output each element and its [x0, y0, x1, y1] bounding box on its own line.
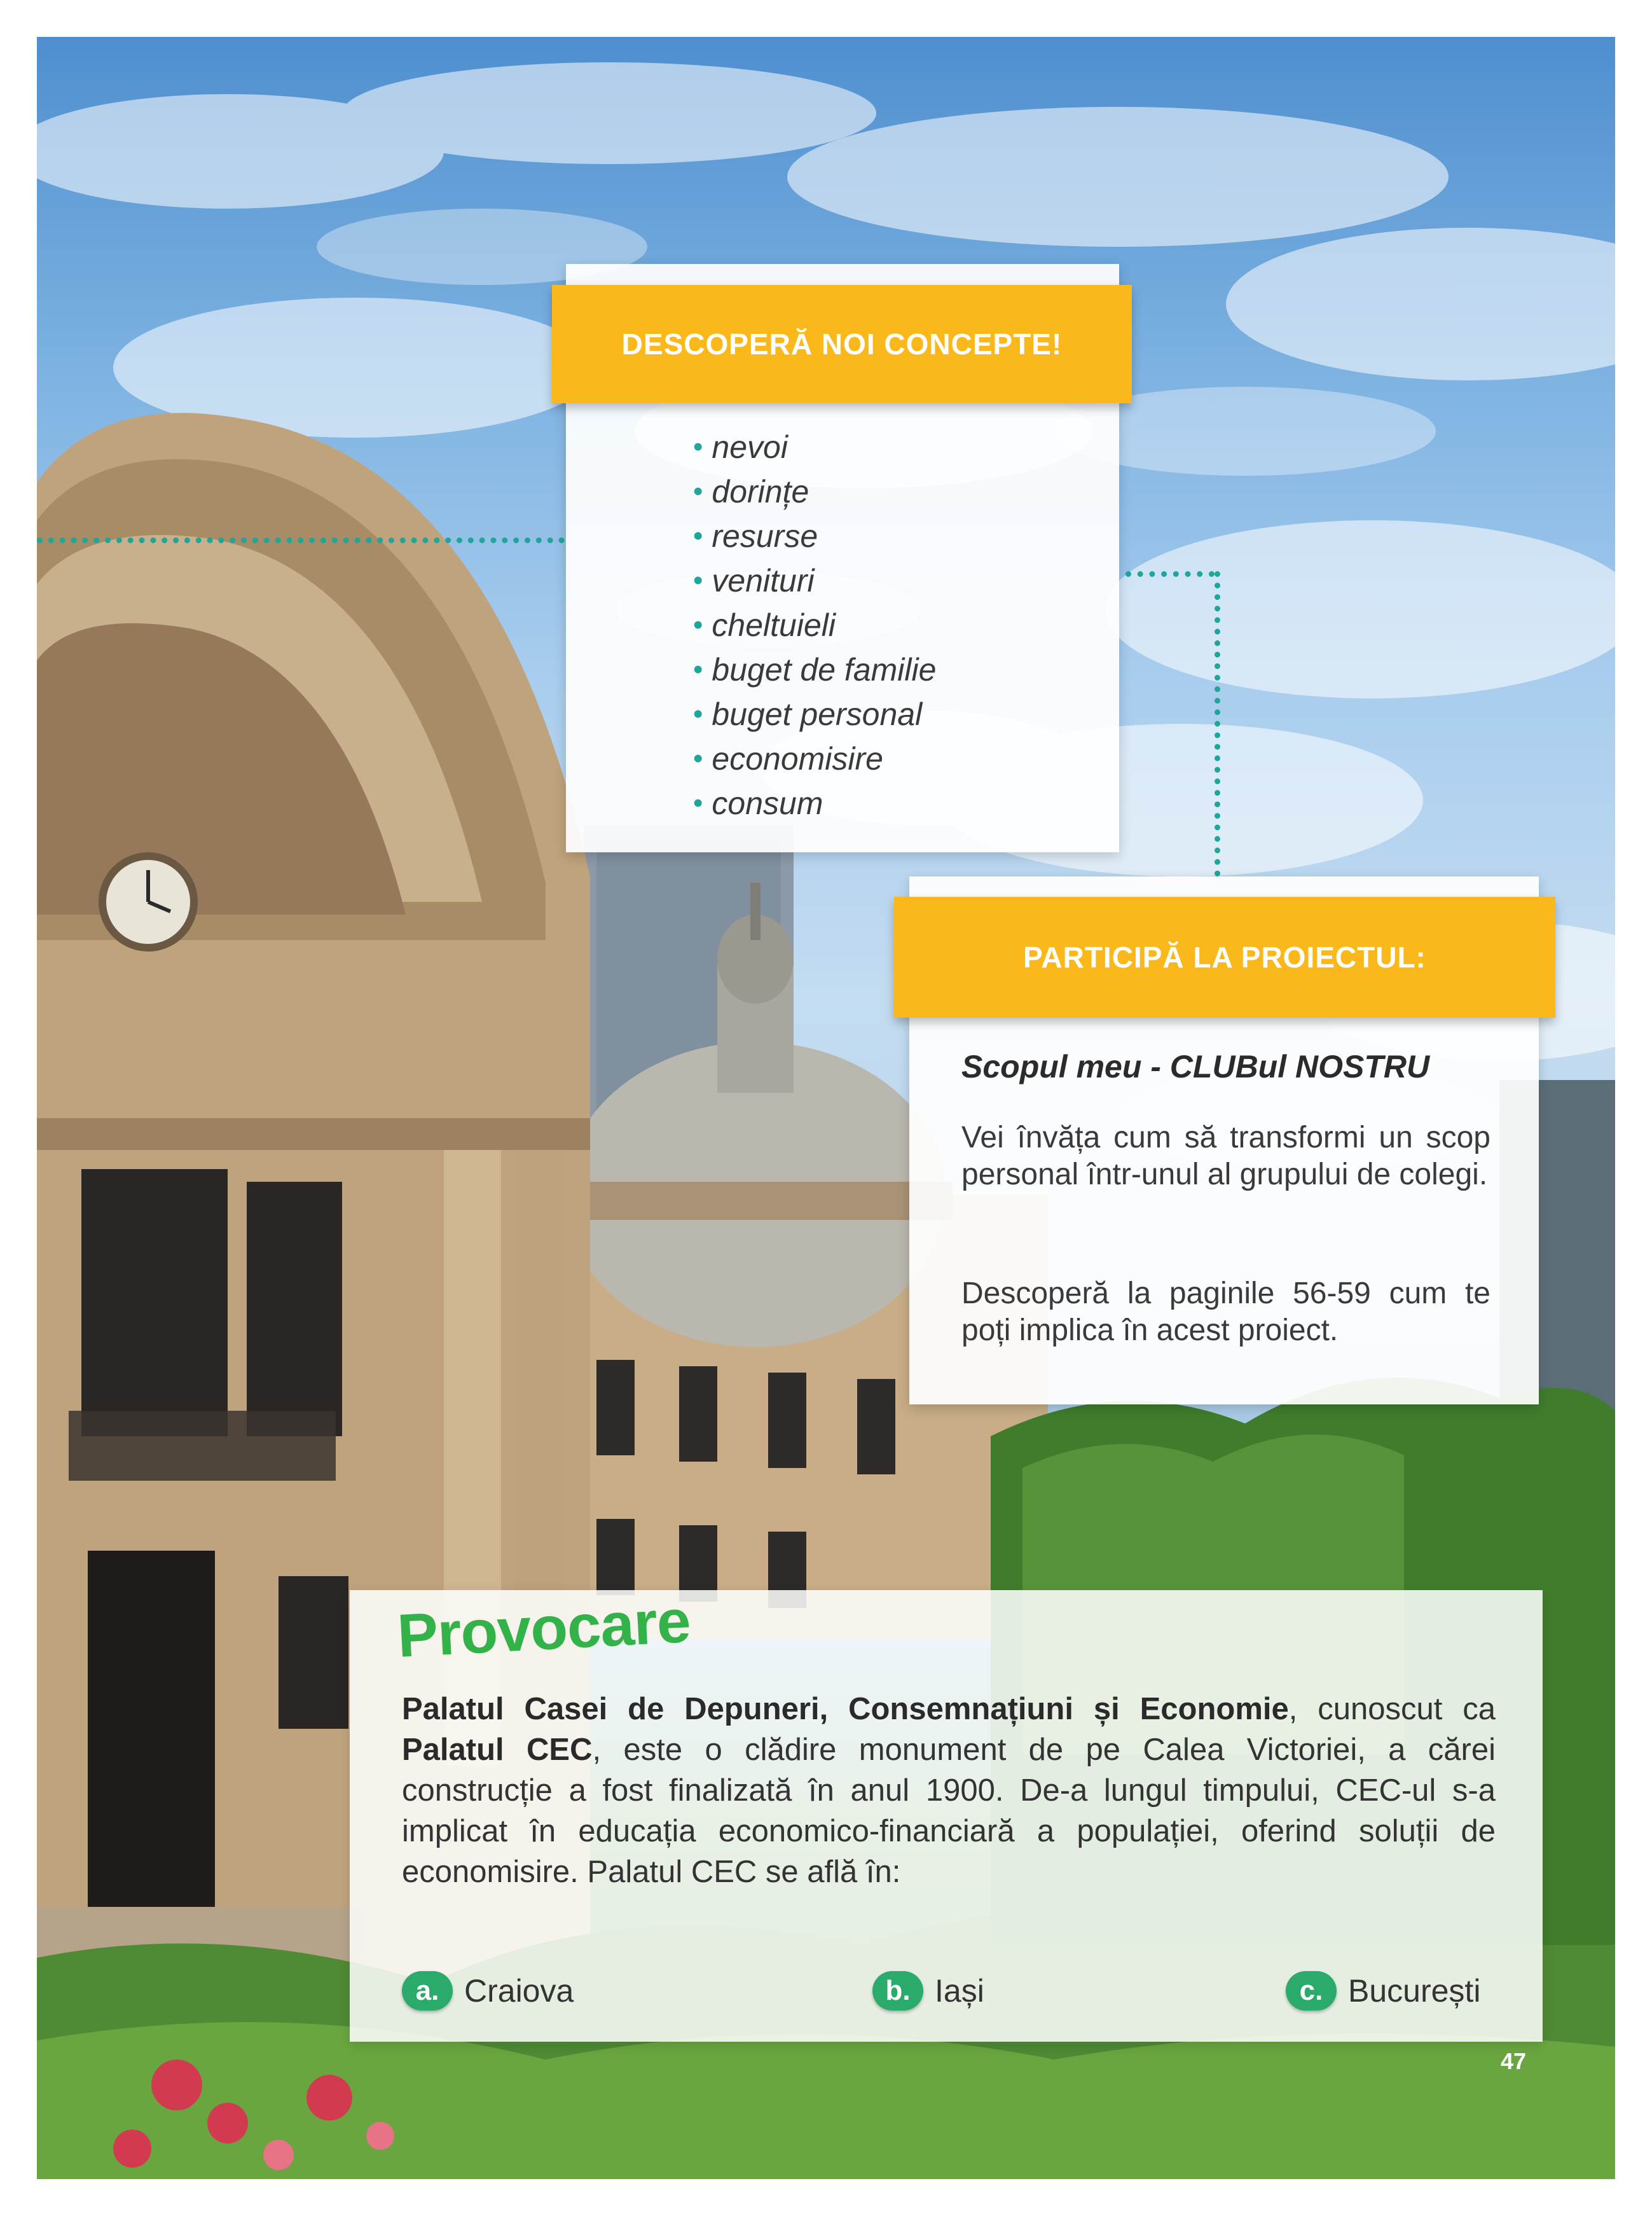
concept-label: dorințe: [712, 474, 809, 509]
connector-line-vertical: [1215, 571, 1220, 876]
concepts-header: DESCOPERĂ NOI CONCEPTE!: [552, 285, 1132, 403]
concept-item: [693, 737, 936, 781]
option-b-badge: b.: [872, 1971, 923, 2011]
concepts-list: [693, 425, 936, 826]
project-paragraph-2: Descoperă la paginile 56-59 cum te poți implica în acest proiect.: [961, 1277, 1490, 1347]
challenge-title: Provocare: [396, 1587, 692, 1671]
option-b-label: Iași: [935, 1973, 984, 2009]
bullet-icon: •: [693, 787, 703, 819]
bullet-icon: •: [693, 431, 703, 462]
option-c[interactable]: [1286, 1965, 1480, 2016]
option-b[interactable]: [872, 1965, 984, 2016]
option-a-label: Craiova: [464, 1973, 574, 2009]
concept-label: nevoi: [712, 429, 788, 465]
challenge-text-2: , este o clădire monument de pe Calea Victoriei, a cărei construcție a fost finalizată în anul 1900. De-a lungul timpului, CEC-ul s-a implicat în educația economico-financiară a populației, oferind soluții de economisire. Palatul CEC se află în:: [402, 1733, 1496, 1889]
option-c-label: București: [1348, 1973, 1481, 2009]
concept-item: [693, 558, 936, 603]
concept-item: [693, 425, 936, 469]
option-a-badge: a.: [402, 1971, 453, 2011]
bullet-icon: •: [693, 698, 703, 730]
concept-label: buget personal: [712, 696, 923, 732]
concept-label: resurse: [712, 518, 818, 554]
bullet-icon: •: [693, 609, 703, 641]
connector-line-right: [1125, 571, 1215, 577]
concept-item: [693, 514, 936, 558]
concept-item: [693, 781, 936, 826]
concept-item: [693, 647, 936, 692]
concept-label: venituri: [712, 563, 815, 599]
challenge-text: [402, 1689, 1496, 1892]
project-paragraph-1: Vei învăța cum să transformi un scop personal într-unul al grupului de colegi.: [961, 1121, 1490, 1191]
challenge-bold-2: Palatul CEC: [402, 1733, 593, 1767]
concept-label: economisire: [712, 741, 883, 777]
project-title: Scopul meu - CLUBul NOSTRU: [961, 1049, 1430, 1084]
concept-label: buget de familie: [712, 652, 937, 688]
concept-label: consum: [712, 786, 823, 821]
bullet-icon: •: [693, 520, 703, 551]
concept-item: [693, 692, 936, 737]
challenge-bold-1: Palatul Casei de Depuneri, Consemnațiuni și Economie: [402, 1692, 1289, 1726]
project-header: PARTICIPĂ LA PROIECTUL:: [894, 897, 1555, 1018]
page-number: 47: [1501, 2048, 1527, 2074]
concept-item: [693, 469, 936, 514]
bullet-icon: •: [693, 654, 703, 685]
bullet-icon: •: [693, 743, 703, 774]
bullet-icon: •: [693, 476, 703, 507]
concept-label: cheltuieli: [712, 607, 836, 643]
bullet-icon: •: [693, 565, 703, 596]
option-a[interactable]: [402, 1965, 574, 2016]
challenge-text-1: , cunoscut ca: [1288, 1692, 1496, 1726]
concept-item: [693, 603, 936, 647]
connector-line-left: [37, 537, 565, 543]
option-c-badge: c.: [1286, 1971, 1337, 2011]
